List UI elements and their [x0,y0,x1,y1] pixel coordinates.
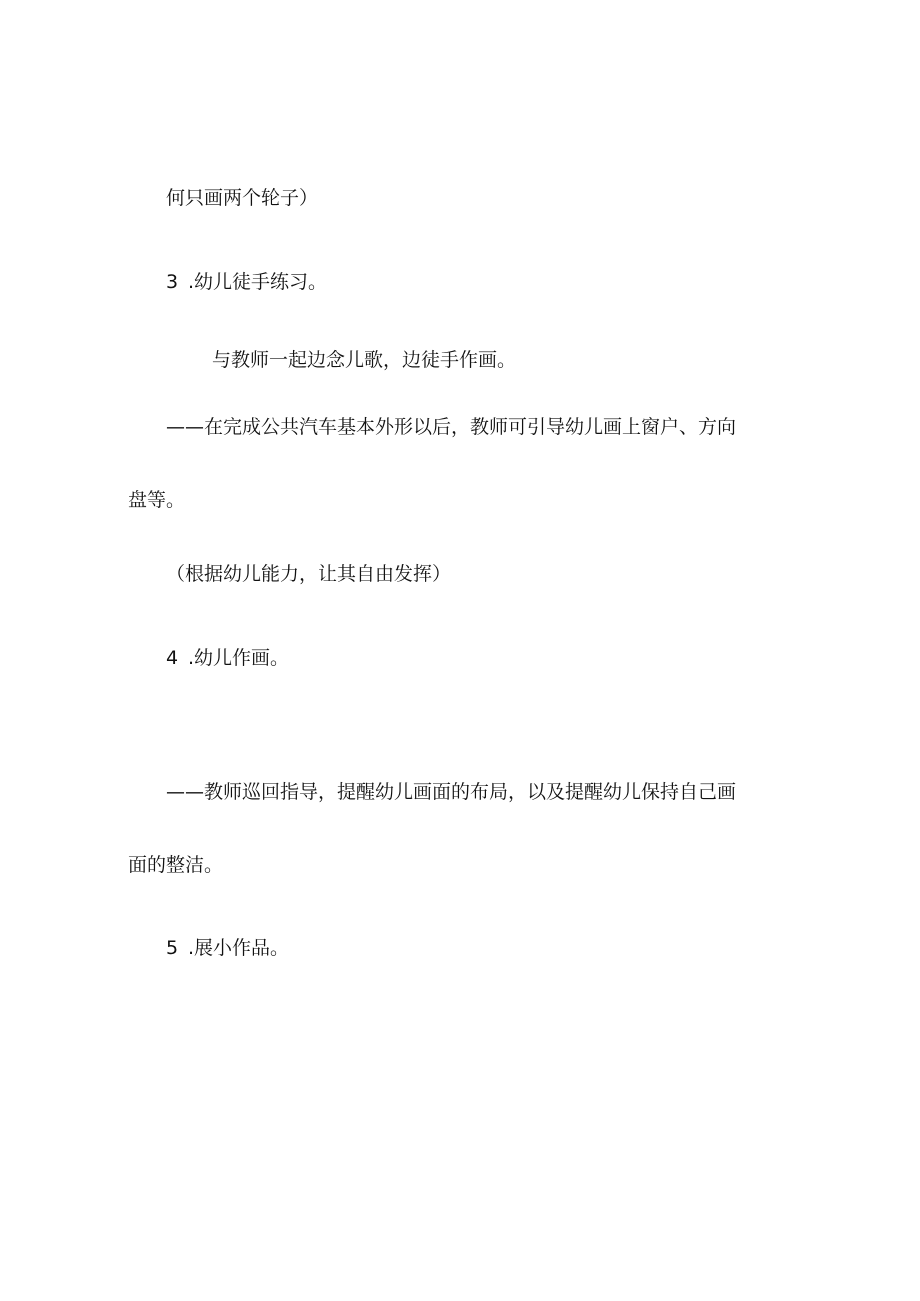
step-5-heading [166,936,289,960]
paragraph-line-wrap [128,488,185,512]
line-text: ——教师巡回指导，提醒幼儿画面的布局，以及提醒幼儿保持自己画 [166,781,737,803]
paragraph-line [166,562,451,586]
paragraph-line [166,415,736,439]
step-title: .幼儿徒手练习。 [188,271,328,293]
step-number: 5 [166,937,179,959]
line-text: ——在完成公共汽车基本外形以后，教师可引导幼儿画上窗户、方向 [166,416,737,438]
step-4-heading [166,646,289,670]
step-title: .幼儿作画。 [188,647,290,669]
line-text: 面的整洁。 [128,854,224,876]
paragraph-line-wrap [128,853,223,877]
step-3-heading [166,270,327,294]
step-number: 4 [166,647,179,669]
line-text: 盘等。 [128,489,186,511]
line-text: 与教师一起边念儿歌，边徒手作画。 [212,349,517,371]
text-line-continuation [166,186,318,210]
line-text: 何只画两个轮子） [166,187,319,209]
step-title: .展小作品。 [188,937,290,959]
paragraph-line [166,780,736,804]
step-number: 3 [166,271,179,293]
line-text: （根据幼儿能力，让其自由发挥） [166,563,452,585]
paragraph-line [212,348,516,372]
